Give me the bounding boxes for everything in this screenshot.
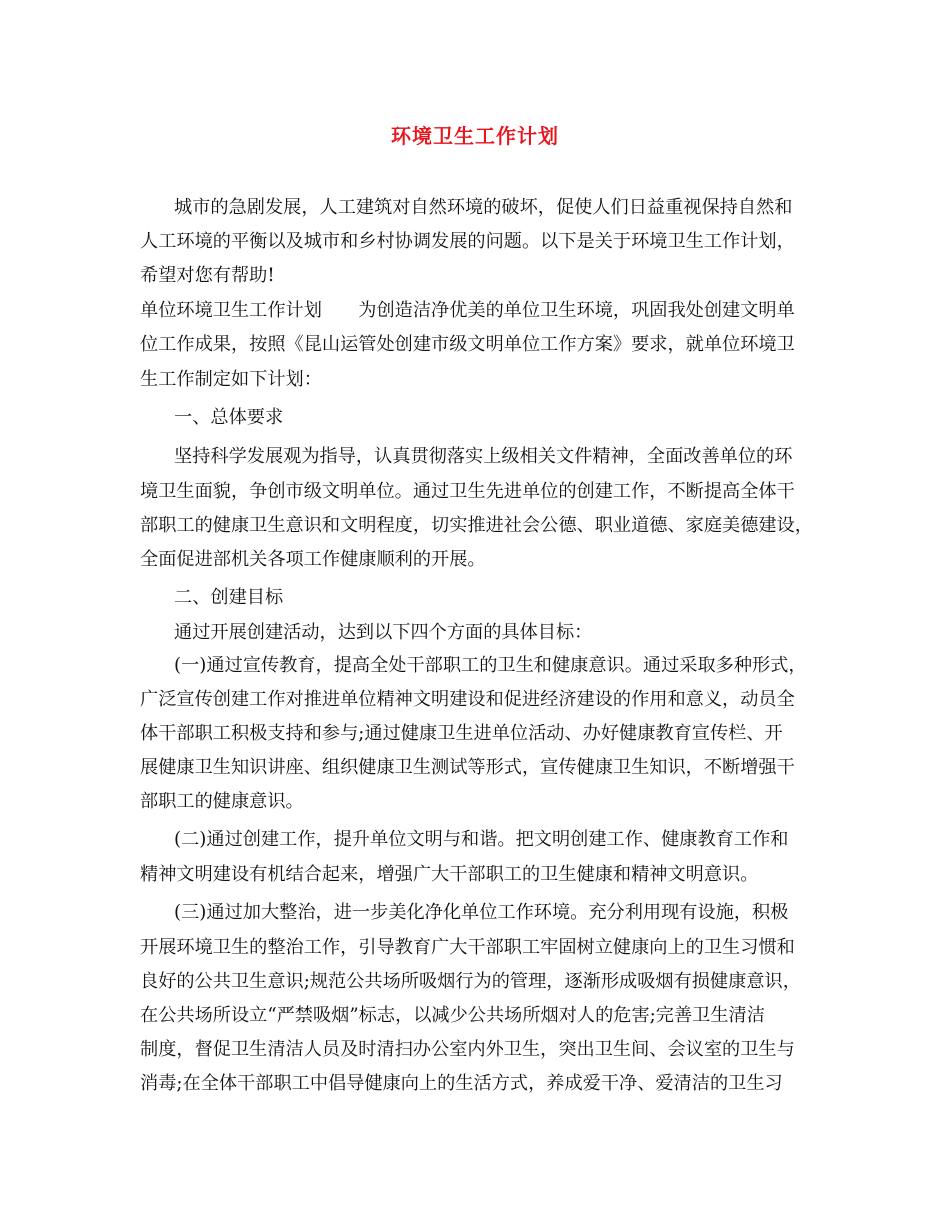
text-line: 部职工的健康卫生意识和文明程度，切实推进社会公德、职业道德、家庭美德建设， <box>140 515 813 536</box>
document-title: 环境卫生工作计划 <box>391 124 559 148</box>
text-line: 通过开展创建活动，达到以下四个方面的具体目标： <box>174 622 593 643</box>
text-line: 精神文明建设有机结合起来，增强广大干部职工的卫生健康和精神文明意识。 <box>140 864 759 885</box>
text-line: 希望对您有帮助! <box>140 265 275 286</box>
text-line: (三)通过加大整治，进一步美化净化单位工作环境。充分利用现有设施，积极 <box>174 902 789 923</box>
text-line: 全面促进部机关各项工作健康顺利的开展。 <box>140 549 486 570</box>
text-line: 位工作成果，按照《昆山运管处创建市级文明单位工作方案》要求，就单位环境卫 <box>140 334 795 355</box>
text-line: 坚持科学发展观为指导，认真贯彻落实上级相关文件精神，全面改善单位的环 <box>174 446 793 467</box>
text-line: (一)通过宣传教育，提高全处干部职工的卫生和健康意识。通过采取多种形式， <box>174 655 807 676</box>
text-line: 城市的急剧发展，人工建筑对自然环境的破坏，促使人们日益重视保持自然和 <box>174 197 793 218</box>
text-line: 部职工的健康意识。 <box>140 791 304 812</box>
text-line: 展健康卫生知识讲座、组织健康卫生测试等形式，宣传健康卫生知识，不断增强干 <box>140 757 795 778</box>
text-line: 生工作制定如下计划： <box>140 369 322 390</box>
text-line: 人工环境的平衡以及城市和乡村协调发展的问题。以下是关于环境卫生工作计划， <box>140 231 795 252</box>
text-line: 制度，督促卫生清洁人员及时清扫办公室内外卫生，突出卫生间、会议室的卫生与 <box>140 1039 795 1060</box>
text-line: 广泛宣传创建工作对推进单位精神文明建设和促进经济建设的作用和意义，动员全 <box>140 689 795 710</box>
text-line: 在公共场所设立“严禁吸烟”标志，以减少公共场所烟对人的危害;完善卫生清洁 <box>140 1005 765 1026</box>
text-line: 境卫生面貌，争创市级文明单位。通过卫生先进单位的创建工作，不断提高全体干 <box>140 481 795 502</box>
text-line: (二)通过创建工作，提升单位文明与和谐。把文明创建工作、健康教育工作和 <box>174 829 789 850</box>
section-heading: 一、总体要求 <box>174 407 284 428</box>
text-line: 开展环境卫生的整治工作，引导教育广大干部职工牢固树立健康向上的卫生习惯和 <box>140 937 795 958</box>
text-line: 消毒;在全体干部职工中倡导健康向上的生活方式，养成爱干净、爱清洁的卫生习 <box>140 1073 783 1094</box>
text-line: 单位环境卫生工作计划 为创造洁净优美的单位卫生环境，巩固我处创建文明单 <box>140 300 795 321</box>
section-heading: 二、创建目标 <box>174 587 284 608</box>
text-line: 良好的公共卫生意识;规范公共场所吸烟行为的管理，逐渐形成吸烟有损健康意识， <box>140 971 801 992</box>
text-line: 体干部职工积极支持和参与;通过健康卫生进单位活动、办好健康教育宣传栏、开 <box>140 723 783 744</box>
